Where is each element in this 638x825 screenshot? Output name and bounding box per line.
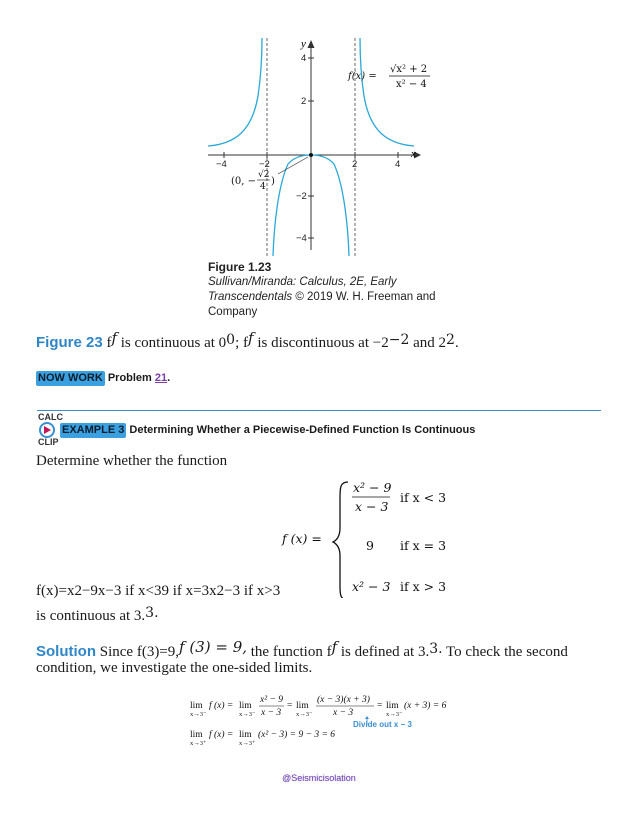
y-tick-label: 4: [301, 53, 307, 64]
piecewise-lhs: f (x) =: [282, 531, 322, 546]
left-brace: [333, 482, 348, 598]
lim-equals: =: [377, 701, 383, 711]
text-run: 3.: [133, 608, 146, 624]
y-tick-label: 2: [301, 96, 307, 107]
point-label-denominator: 4: [260, 182, 266, 192]
credit-line-2-rest: © 2019 W. H. Freeman and: [292, 291, 436, 303]
x-tick-label: −2: [259, 159, 270, 170]
lim-subscript: x→3⁻: [190, 711, 207, 718]
lim-equals: =: [287, 701, 293, 711]
lim-subscript: x→3⁺: [239, 740, 256, 747]
function-numerator: √x² + 2: [390, 64, 428, 75]
limits-display: [188, 690, 458, 748]
example-badge: EXAMPLE 3: [62, 424, 125, 436]
y-axis-label: y: [301, 38, 306, 50]
math-run: f: [331, 638, 338, 656]
lim-subscript: x→3⁻: [239, 711, 256, 718]
clip-label: CLIP: [38, 437, 59, 447]
lim-operator: lim: [239, 730, 252, 740]
lim-subscript: x→3⁺: [190, 740, 207, 747]
now-work-badge: NOW WORK: [38, 372, 103, 384]
math-run: −2: [388, 332, 410, 348]
piecewise-plain-text: f(x)=x2−9x−3 if x<39 if x=3x2−3 if x>3: [36, 583, 281, 599]
text-run: is discontinuous at: [253, 335, 373, 351]
x-tick-label: 2: [352, 159, 358, 170]
math-run: f: [248, 329, 254, 347]
case2-condition: if x = 3: [400, 538, 447, 553]
lim-operator: lim: [190, 730, 203, 740]
credit-line-3: Company: [208, 306, 258, 318]
problem-link[interactable]: 21: [154, 372, 168, 384]
lim-operator: lim: [296, 701, 309, 711]
lim-denominator: x − 3: [333, 708, 354, 718]
text-run: f: [102, 335, 112, 351]
x-tick-label: 4: [395, 159, 401, 170]
math-run: f (3) = 9,: [179, 638, 248, 656]
case3-value: x² − 3: [352, 579, 391, 594]
function-denominator: x² − 4: [396, 79, 427, 90]
math-run: 3.: [429, 641, 443, 657]
lim-numerator: x² − 9: [260, 695, 283, 705]
text-run: .: [454, 335, 459, 351]
credit-line-1: Sullivan/Miranda: Calculus, 2E, Early: [208, 276, 397, 288]
lim-operator: lim: [386, 701, 399, 711]
math-run: f: [111, 329, 117, 347]
text-run: and: [409, 335, 439, 351]
solution-line-1: [36, 638, 568, 661]
paragraph-intro: Determine whether the function: [36, 453, 228, 469]
solution-label: Solution: [36, 643, 96, 660]
text-run: is continuous at: [117, 335, 219, 351]
text-run: 2: [438, 335, 447, 351]
point-label: (0, −: [231, 176, 256, 187]
text-run: is defined at 3.: [337, 644, 430, 660]
text-run: Since f(3)=9,: [96, 644, 180, 660]
lim-operator: lim: [190, 701, 203, 711]
math-run: 0: [226, 332, 236, 348]
divide-out-arrowhead: [365, 716, 369, 719]
example-heading: [60, 424, 475, 436]
point-label-numerator: √2: [258, 170, 270, 180]
x-axis-label: x: [411, 148, 416, 160]
figure-credit: [208, 275, 448, 320]
lim-subscript: x→3⁻: [296, 711, 313, 718]
text-run: −2: [372, 335, 389, 351]
case1-numerator: x² − 9: [353, 480, 392, 495]
divide-out-note: Divide out x − 3: [353, 720, 412, 729]
text-run: 0: [218, 335, 227, 351]
math-run: 2: [446, 332, 455, 348]
math-run: 3.: [145, 605, 159, 621]
play-icon[interactable]: [39, 422, 55, 438]
now-work-line: [36, 372, 170, 384]
text-run: is continuous at: [36, 608, 134, 624]
example-title: Determining Whether a Piecewise-Defined Function Is Continuous: [126, 424, 476, 436]
function-label: f(x) =: [348, 71, 377, 82]
figure-graph: [200, 36, 430, 258]
curve-left-branch: [208, 38, 262, 146]
watermark: @Seismicisolation: [282, 773, 356, 783]
x-tick-label: −4: [216, 159, 227, 170]
lim-denominator: x − 3: [261, 708, 282, 718]
point-marker: [309, 153, 313, 157]
lim-subscript: x→3⁻: [386, 711, 403, 718]
point-label-close: ): [271, 176, 275, 187]
section-divider: [37, 410, 601, 411]
y-tick-label: −2: [296, 191, 307, 202]
now-work-text: Problem: [104, 372, 155, 384]
figure-caption-title: Figure 1.23: [208, 260, 272, 274]
credit-line-2: Transcendentals: [208, 291, 293, 303]
calc-label: CALC: [38, 412, 63, 422]
piecewise-display: [280, 478, 455, 598]
case2-value: 9: [366, 538, 374, 553]
y-axis-arrow: [308, 40, 315, 48]
curve-right-branch: [360, 38, 414, 146]
text-run: ; f: [235, 335, 249, 351]
lim-result: (x² − 3) = 9 − 3 = 6: [258, 730, 336, 740]
lim-numerator: (x − 3)(x + 3): [317, 695, 370, 705]
lim-function: f (x) =: [209, 701, 234, 711]
lim-operator: lim: [239, 701, 252, 711]
now-work-end: .: [167, 372, 171, 384]
text-run: the function f: [247, 644, 332, 660]
case1-denominator: x − 3: [355, 499, 389, 514]
figure-23-sentence: [36, 329, 459, 352]
y-tick-label: −4: [296, 233, 307, 244]
figure-23-label: Figure 23: [36, 334, 103, 351]
case1-condition: if x < 3: [400, 490, 447, 505]
lim-function: f (x) =: [209, 730, 234, 740]
lim-result: (x + 3) = 6: [404, 701, 447, 711]
text-run: To check the second: [442, 644, 568, 660]
case3-condition: if x > 3: [400, 579, 447, 594]
solution-line-2: condition, we investigate the one-sided limits.: [36, 660, 313, 676]
paragraph-continuity: [36, 605, 159, 625]
